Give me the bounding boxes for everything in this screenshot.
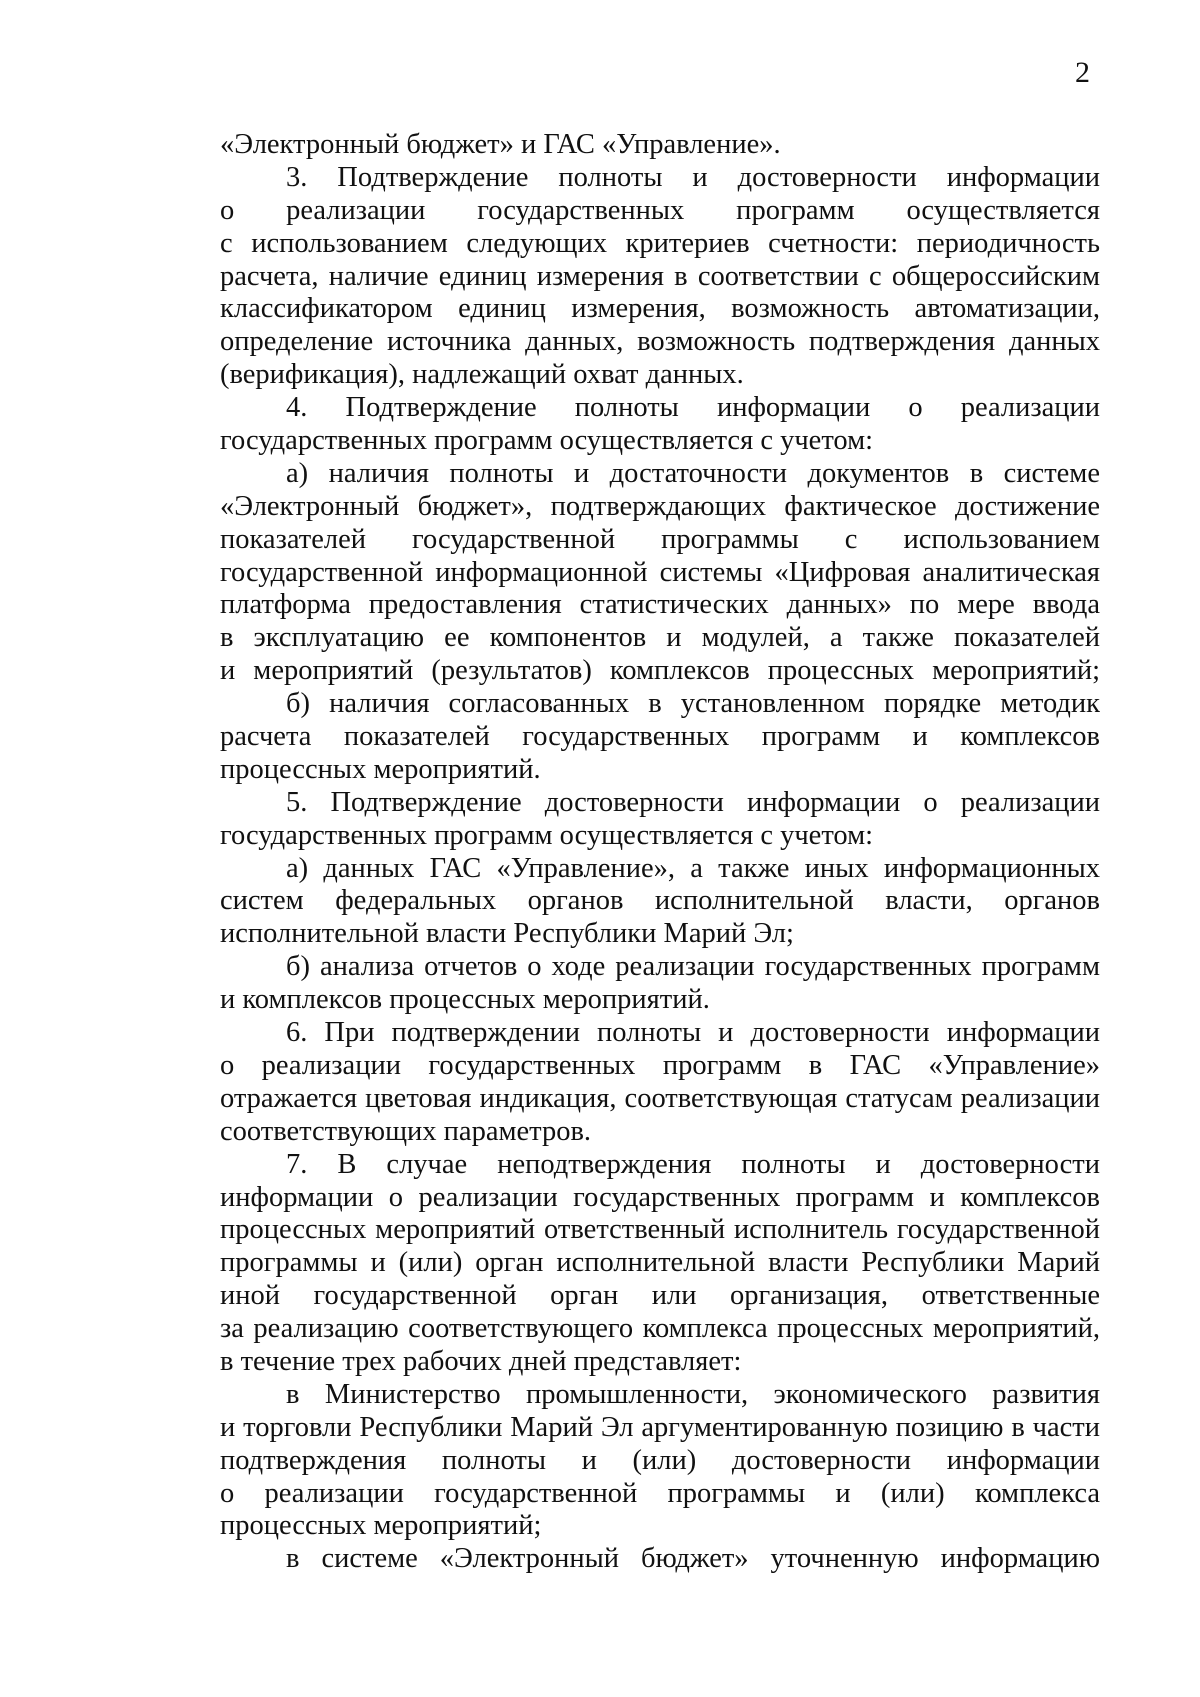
text-line: в эксплуатацию ее компонентов и модулей, а также показателей (220, 622, 1100, 654)
text-line: о реализации государственных программ осуществляется (220, 194, 1100, 226)
text-line: расчета, наличие единиц измерения в соответствии с общероссийским (220, 260, 1100, 292)
text-line: 7. В случае неподтверждения полноты и достоверности (286, 1148, 1100, 1180)
text-line: с использованием следующих критериев счетности: периодичность (220, 227, 1100, 259)
text-line: государственных программ осуществляется с учетом: (220, 425, 874, 457)
text-line: подтверждения полноты и (или) достоверности информации (220, 1444, 1100, 1476)
text-line: информации о реализации государственных программ и комплексов (220, 1181, 1100, 1213)
text-line: расчета показателей государственных программ и комплексов (220, 721, 1100, 753)
text-line: в системе «Электронный бюджет» уточненную информацию (286, 1543, 1100, 1575)
text-line: 6. При подтверждении полноты и достоверности информации (286, 1017, 1100, 1049)
text-line: (верификация), надлежащий охват данных. (220, 359, 744, 391)
text-line: и мероприятий (результатов) комплексов процессных мероприятий; (220, 655, 1100, 687)
text-line: государственных программ осуществляется с учетом: (220, 819, 874, 851)
text-line: в течение трех рабочих дней представляет: (220, 1345, 742, 1377)
text-line: процессных мероприятий; (220, 1510, 542, 1542)
text-line: в Министерство промышленности, экономического развития (286, 1378, 1100, 1410)
text-line: процессных мероприятий. (220, 753, 541, 785)
text-line: показателей государственной программы с использованием (220, 523, 1100, 555)
text-line: и комплексов процессных мероприятий. (220, 984, 710, 1016)
document-body (220, 129, 1100, 1576)
text-line: программы и (или) орган исполнительной власти Республики Марий (220, 1247, 1100, 1279)
text-line: систем федеральных органов исполнительной власти, органов (220, 885, 1100, 917)
text-line: иной государственной орган или организация, ответственные (220, 1280, 1100, 1312)
text-line: б) анализа отчетов о ходе реализации государственных программ (286, 951, 1100, 983)
text-line: и торговли Республики Марий Эл аргументированную позицию в части (220, 1411, 1100, 1443)
text-line: «Электронный бюджет», подтверждающих фактическое достижение (220, 490, 1100, 522)
text-line: «Электронный бюджет» и ГАС «Управление». (220, 129, 781, 160)
text-line: 5. Подтверждение достоверности информации о реализации (286, 786, 1100, 818)
page-number: 2 (1075, 56, 1090, 89)
text-line: платформа предоставления статистических данных» по мере ввода (220, 589, 1100, 621)
text-line: определение источника данных, возможность подтверждения данных (220, 326, 1100, 358)
text-line: 3. Подтверждение полноты и достоверности информации (286, 161, 1100, 193)
text-line: исполнительной власти Республики Марий Эл; (220, 918, 794, 950)
text-line: о реализации государственной программы и (или) комплекса (220, 1477, 1100, 1509)
text-line: классификатором единиц измерения, возможность автоматизации, (220, 293, 1100, 325)
text-line: государственной информационной системы «Цифровая аналитическая (220, 556, 1100, 588)
text-line: а) наличия полноты и достаточности документов в системе (286, 457, 1100, 489)
text-line: процессных мероприятий ответственный исполнитель государственной (220, 1214, 1100, 1246)
text-line: соответствующих параметров. (220, 1115, 592, 1147)
text-line: а) данных ГАС «Управление», а также иных информационных (286, 852, 1100, 884)
text-line: отражается цветовая индикация, соответствующая статусам реализации (220, 1082, 1100, 1114)
text-line: б) наличия согласованных в установленном порядке методик (286, 688, 1100, 720)
text-line: о реализации государственных программ в ГАС «Управление» (220, 1049, 1100, 1081)
text-line: 4. Подтверждение полноты информации о реализации (286, 392, 1100, 424)
text-line: за реализацию соответствующего комплекса процессных мероприятий, (220, 1313, 1100, 1345)
